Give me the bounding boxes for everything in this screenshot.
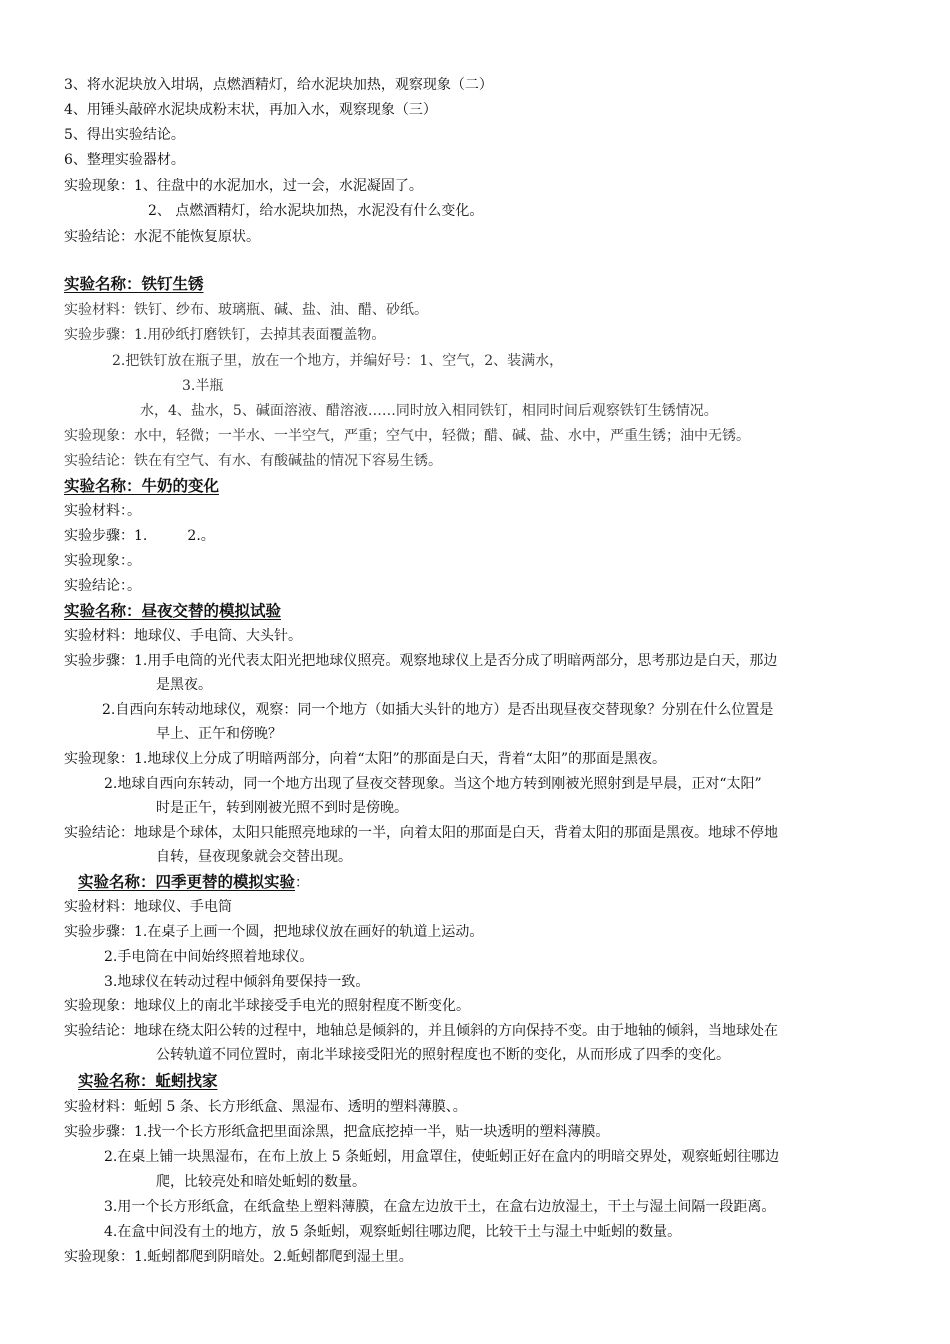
seasons-step-3: 3.地球仪在转动过程中倾斜角要保持一致。 [104, 974, 370, 990]
milk-materials: 实验材料：。 [64, 503, 141, 519]
seasons-conclusion-a: 实验结论：地球在绕太阳公转的过程中，地轴总是倾斜的，并且倾斜的方向保持不变。由于地轴的倾斜，当地球处在 [64, 1023, 778, 1039]
daynight-conclusion-b: 自转，昼夜现象就会交替出现。 [156, 849, 352, 865]
cement-phenomenon-1: 实验现象：1、往盘中的水泥加水，过一会，水泥凝固了。 [64, 178, 423, 194]
cement-step-5: 5、得出实验结论。 [64, 127, 185, 143]
daynight-conclusion-a: 实验结论：地球是个球体，太阳只能照亮地球的一半，向着太阳的那面是白天，背着太阳的那面是黑夜。地球不停地 [64, 825, 778, 841]
cement-conclusion: 实验结论：水泥不能恢复原状。 [64, 229, 260, 245]
seasons-title-suffix: ： [295, 875, 310, 891]
milk-steps: 实验步骤：1. 2.。 [64, 528, 215, 544]
seasons-step-2: 2.手电筒在中间始终照着地球仪。 [104, 949, 314, 965]
daynight-materials: 实验材料：地球仪、手电筒、大头针。 [64, 628, 302, 644]
rust-step-1: 实验步骤：1.用砂纸打磨铁钉，去掉其表面覆盖物。 [64, 327, 386, 343]
rust-conclusion: 实验结论：铁在有空气、有水、有酸碱盐的情况下容易生锈。 [64, 453, 442, 469]
cement-step-4: 4、用锤头敲碎水泥块成粉末状，再加入水，观察现象（三） [64, 102, 437, 118]
rust-step-3: 3.半瓶 [182, 378, 224, 394]
daynight-title: 实验名称：昼夜交替的模拟试验 [64, 602, 282, 620]
daynight-step-1b: 是黑夜。 [156, 677, 212, 693]
milk-conclusion: 实验结论：。 [64, 578, 141, 594]
rust-step-2: 2.把铁钉放在瓶子里，放在一个地方，并编好号：1、空气，2、装满水， [112, 353, 564, 369]
cement-step-3: 3、将水泥块放入坩埚，点燃酒精灯，给水泥块加热，观察现象（二） [64, 77, 493, 93]
earthworm-title: 实验名称：蚯蚓找家 [78, 1072, 218, 1090]
earthworm-step-2b: 爬，比较亮处和暗处蚯蚓的数量。 [156, 1174, 366, 1190]
earthworm-step-3: 3.用一个长方形纸盒，在纸盒垫上塑料薄膜，在盒左边放干土，在盒右边放湿土，干土与湿土间隔一段距离。 [104, 1199, 776, 1215]
seasons-title-line [78, 870, 309, 895]
daynight-phenomenon-2b: 时是正午，转到刚被光照不到时是傍晚。 [156, 800, 408, 816]
earthworm-step-4: 4.在盒中间没有土的地方，放 5 条蚯蚓，观察蚯蚓往哪边爬，比较干土与湿土中蚯蚓的数量。 [104, 1224, 682, 1240]
rust-materials: 实验材料：铁钉、纱布、玻璃瓶、碱、盐、油、醋、砂纸。 [64, 302, 428, 318]
seasons-title: 实验名称：四季更替的模拟实验 [78, 873, 296, 891]
daynight-phenomenon-2a: 2.地球自西向东转动，同一个地方出现了昼夜交替现象。当这个地方转到刚被光照射到是早晨，正对“太阳” [104, 776, 762, 792]
daynight-step-1a: 实验步骤：1.用手电筒的光代表太阳光把地球仪照亮。观察地球仪上是否分成了明暗两部分，思考那边是白天，那边 [64, 653, 778, 669]
milk-phenomenon: 实验现象：。 [64, 553, 141, 569]
earthworm-step-2a: 2.在桌上铺一块黑湿布，在布上放上 5 条蚯蚓，用盒罩住，使蚯蚓正好在盒内的明暗交界处，观察蚯蚓往哪边 [104, 1149, 780, 1165]
seasons-conclusion-b: 公转轨道不同位置时，南北半球接受阳光的照射程度也不断的变化，从而形成了四季的变化。 [156, 1047, 730, 1063]
earthworm-phenomenon: 实验现象：1.蚯蚓都爬到阴暗处。2.蚯蚓都爬到湿土里。 [64, 1249, 413, 1265]
seasons-phenomenon: 实验现象：地球仪上的南北半球接受手电光的照射程度不断变化。 [64, 998, 470, 1014]
daynight-phenomenon-1: 实验现象：1.地球仪上分成了明暗两部分，向着“太阳”的那面是白天，背着“太阳”的那面是黑夜。 [64, 751, 666, 767]
earthworm-materials: 实验材料：蚯蚓 5 条、长方形纸盒、黑湿布、透明的塑料薄膜、。 [64, 1099, 467, 1115]
cement-step-6: 6、整理实验器材。 [64, 152, 185, 168]
daynight-step-2a: 2.自西向东转动地球仪，观察：同一个地方（如插大头针的地方）是否出现昼夜交替现象？分别在什么位置是 [102, 702, 774, 718]
rust-step-3-cont: 水，4、盐水，5、碱面溶液、醋溶液……同时放入相同铁钉，相同时间后观察铁钉生锈情况。 [140, 403, 718, 419]
cement-phenomenon-2: 2、 点燃酒精灯，给水泥块加热，水泥没有什么变化。 [148, 203, 484, 219]
seasons-step-1: 实验步骤：1.在桌子上画一个圆，把地球仪放在画好的轨道上运动。 [64, 924, 484, 940]
daynight-step-2b: 早上、正午和傍晚？ [156, 726, 282, 742]
seasons-materials: 实验材料：地球仪、手电筒 [64, 899, 232, 915]
earthworm-step-1: 实验步骤：1.找一个长方形纸盒把里面涂黑，把盒底挖掉一半，贴一块透明的塑料薄膜。 [64, 1124, 610, 1140]
rust-title: 实验名称：铁钉生锈 [64, 275, 204, 293]
rust-phenomenon: 实验现象：水中，轻微；一半水、一半空气，严重；空气中，轻微；醋、碱、盐、水中，严重生锈；油中无锈。 [64, 428, 750, 444]
milk-title: 实验名称：牛奶的变化 [64, 477, 220, 495]
